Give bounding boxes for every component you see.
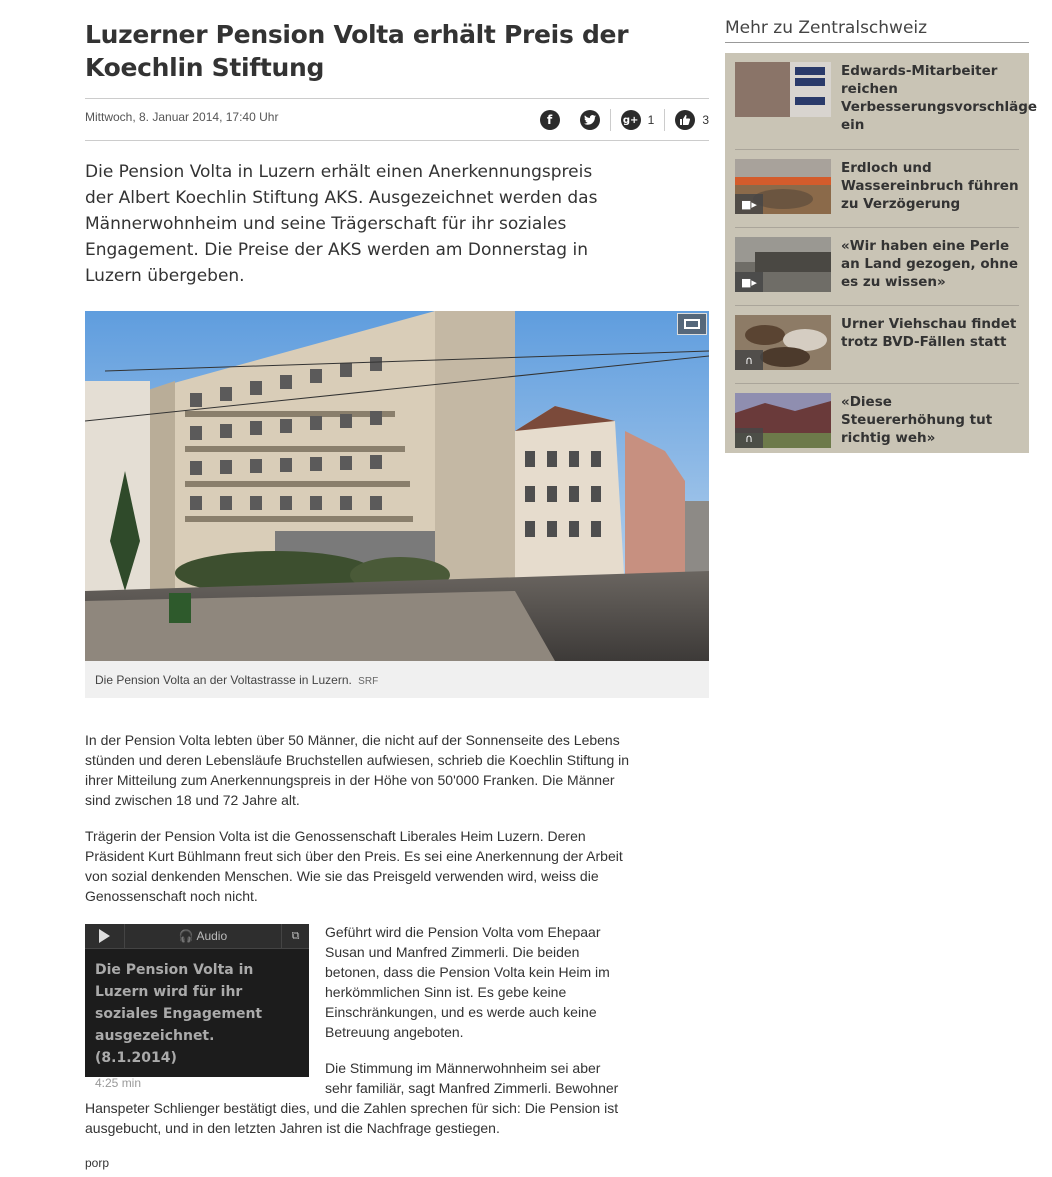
facebook-icon: f xyxy=(540,110,560,130)
related-thumbnail[interactable] xyxy=(735,237,831,292)
video-icon: ■▸ xyxy=(735,194,763,214)
related-title[interactable]: Urner Viehschau findet trotz BVD-Fällen statt xyxy=(841,316,1017,350)
article-title: Luzerner Pension Volta erhält Preis der Koechlin Stiftung xyxy=(85,20,629,82)
audio-label: 🎧 Audio xyxy=(178,929,228,943)
like-button[interactable] xyxy=(675,110,709,130)
image-caption xyxy=(95,673,378,687)
article-body xyxy=(85,730,630,1154)
related-thumbnail[interactable] xyxy=(735,62,831,117)
related-title[interactable]: «Diese Steuererhöhung tut richtig weh» xyxy=(841,394,993,446)
related-item[interactable] xyxy=(735,306,1019,384)
paragraph: Die Stimmung im Männerwohnheim sei aber sehr familiär, sagt Manfred Zimmerli. Bewohner Hanspeter Schlienger bestätigt dies, und die Zahlen sprechen für sich: Die Pension ist ausgebucht, und in den letzten Jahren ist die Nachfrage gestiegen. xyxy=(85,1060,619,1136)
article xyxy=(85,18,709,1170)
related-title[interactable]: Edwards-Mitarbeiter reichen Verbesserungsvorschläge ein xyxy=(841,63,1038,133)
related-thumbnail[interactable] xyxy=(735,159,831,214)
popout-icon[interactable]: ⧉ xyxy=(281,924,309,949)
related-thumbnail[interactable] xyxy=(735,315,831,370)
caption-text: Die Pension Volta an der Voltastrasse in Luzern. xyxy=(95,673,352,687)
author-initials: porp xyxy=(85,1156,110,1170)
sidebar-heading: Mehr zu Zentralschweiz xyxy=(725,18,1029,43)
headphones-icon: 🎧 xyxy=(178,929,194,943)
gplus-count: 1 xyxy=(647,113,655,127)
related-title[interactable]: «Wir haben eine Perle an Land gezogen, ohne es zu wissen» xyxy=(841,238,1018,290)
gplus-share-button[interactable] xyxy=(621,110,655,130)
related-sidebar xyxy=(725,18,1038,453)
related-item[interactable] xyxy=(735,53,1038,150)
article-figure xyxy=(85,311,709,698)
related-item[interactable] xyxy=(735,228,1019,306)
related-title[interactable]: Erdloch und Wassereinbruch führen zu Verzögerung xyxy=(841,160,1019,212)
twitter-share-button[interactable] xyxy=(580,110,600,130)
facebook-share-button[interactable] xyxy=(540,110,560,130)
paragraph: Trägerin der Pension Volta ist die Genossenschaft Liberales Heim Luzern. Deren Präsident Kurt Bühlmann freut sich über den Preis. Es sei eine Anerkennung der Arbeit von sozial denkenden Menschen. Wie sie das Preisgeld verwenden wird, weiss die Genossenschaft noch nicht. xyxy=(85,828,623,904)
article-lead: Die Pension Volta in Luzern erhält einen Anerkennungspreis der Albert Koechlin Stiftung AKS. Ausgezeichnet werden das Männerwohnheim und seine Trägerschaft für ihr soziales Engagement. Die Preise der AKS werden am Donnerstag in Luzern übergeben. xyxy=(85,162,598,286)
image-source: SRF xyxy=(358,676,379,687)
audio-controls xyxy=(85,924,309,949)
related-thumbnail[interactable] xyxy=(735,393,831,448)
publish-date: Mittwoch, 8. Januar 2014, 17:40 Uhr xyxy=(85,110,279,124)
paragraph: Geführt wird die Pension Volta vom Ehepaar Susan und Manfred Zimmerli. Die beiden betonen, dass die Pension Volta kein Heim im herkömmlichen Sinn ist. Es gebe keine Einschränkungen, und es werde auch keine Betreuung angeboten. xyxy=(325,924,610,1040)
twitter-icon xyxy=(580,110,600,130)
meta-bar xyxy=(85,98,709,141)
google-plus-icon: g+ xyxy=(621,110,641,130)
headphones-icon: ∩ xyxy=(735,350,763,370)
audio-player xyxy=(85,924,309,1090)
article-photo[interactable] xyxy=(85,311,709,661)
expand-image-icon[interactable] xyxy=(677,313,707,335)
thumbs-up-icon xyxy=(675,110,695,130)
social-share xyxy=(520,109,709,131)
divider xyxy=(664,109,665,131)
divider xyxy=(610,109,611,131)
play-button[interactable] xyxy=(85,924,125,949)
related-item[interactable] xyxy=(735,150,1019,228)
like-count: 3 xyxy=(702,113,709,127)
video-icon: ■▸ xyxy=(735,272,763,292)
audio-title[interactable]: Die Pension Volta in Luzern wird für ihr soziales Engagement ausgezeichnet. (8.1.2014) xyxy=(95,962,263,1066)
paragraph: In der Pension Volta lebten über 50 Männer, die nicht auf der Sonnenseite des Lebens stünden und deren Lebensläufe Bruchstellen aufwiesen, schrieb die Koechlin Stiftung in ihrer Mitteilung zum Anerkennungspreis in der Höhe von 50'000 Franken. Die Männer sind zwischen 18 und 72 Jahre alt. xyxy=(85,732,630,808)
audio-duration: 4:25 min xyxy=(95,1076,142,1090)
related-list xyxy=(725,53,1038,453)
related-item[interactable] xyxy=(735,384,1019,462)
play-icon xyxy=(99,929,110,943)
headphones-icon: ∩ xyxy=(735,428,763,448)
